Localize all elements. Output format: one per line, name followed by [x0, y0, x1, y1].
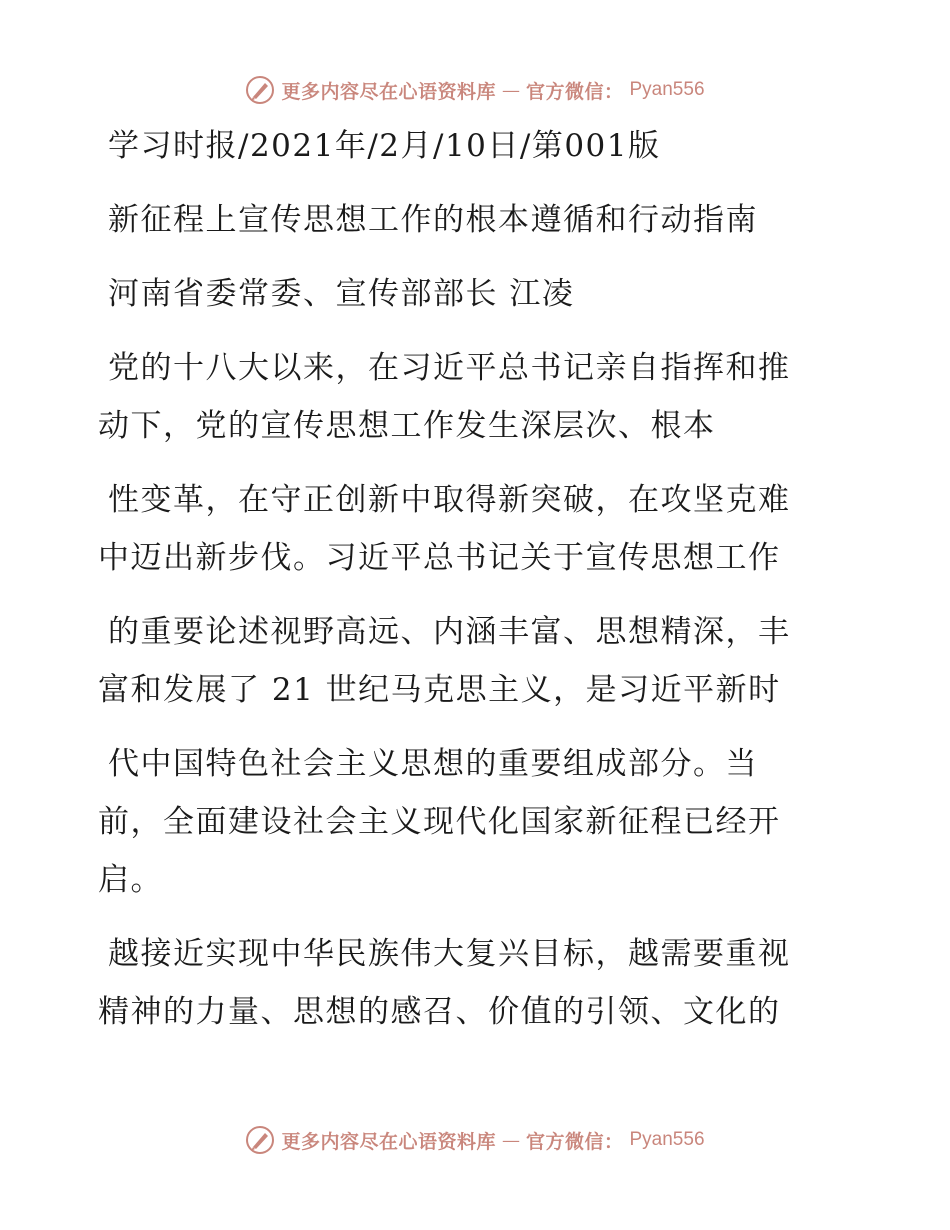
article-title: 新征程上宣传思想工作的根本遵循和行动指南 [108, 202, 758, 238]
body-line: 中迈出新步伐。习近平总书记关于宣传思想工作 [98, 540, 781, 576]
watermark-wechat-label: 官方微信： [525, 80, 624, 103]
body-line: 越接近实现中华民族伟大复兴目标，越需要重视 [108, 936, 791, 972]
watermark-brand-text: 更多内容尽在心语资料库 [281, 1130, 496, 1153]
article-author: 河南省委常委、宣传部部长 江凌 [108, 276, 575, 312]
body-line: 动下，党的宣传思想工作发生深层次、根本 [98, 408, 716, 444]
header-watermark [0, 70, 950, 110]
body-line: 党的十八大以来，在习近平总书记亲自指挥和推 [108, 350, 791, 386]
watermark-brand-text: 更多内容尽在心语资料库 [281, 80, 496, 103]
body-line: 的重要论述视野高远、内涵丰富、思想精深，丰 [108, 614, 791, 650]
quill-pen-logo-icon [245, 1125, 275, 1155]
body-line: 富和发展了 21 世纪马克思主义，是习近平新时 [98, 672, 781, 708]
body-line: 启。 [98, 862, 163, 898]
watermark-wechat-id: Pyan556 [629, 1129, 705, 1150]
watermark-separator: — [501, 79, 520, 101]
body-line: 代中国特色社会主义思想的重要组成部分。当 [108, 746, 758, 782]
watermark-wechat-label: 官方微信： [525, 1130, 624, 1153]
body-line: 精神的力量、思想的感召、价值的引领、文化的 [98, 994, 781, 1030]
footer-watermark [0, 1120, 950, 1160]
body-line: 前，全面建设社会主义现代化国家新征程已经开 [98, 804, 781, 840]
dateline: 学习时报/2021年/2月/10日/第001版 [108, 128, 661, 164]
watermark-separator: — [501, 1129, 520, 1151]
body-line: 性变革，在守正创新中取得新突破，在攻坚克难 [108, 482, 791, 518]
watermark-wechat-id: Pyan556 [629, 79, 705, 100]
quill-pen-logo-icon [245, 75, 275, 105]
